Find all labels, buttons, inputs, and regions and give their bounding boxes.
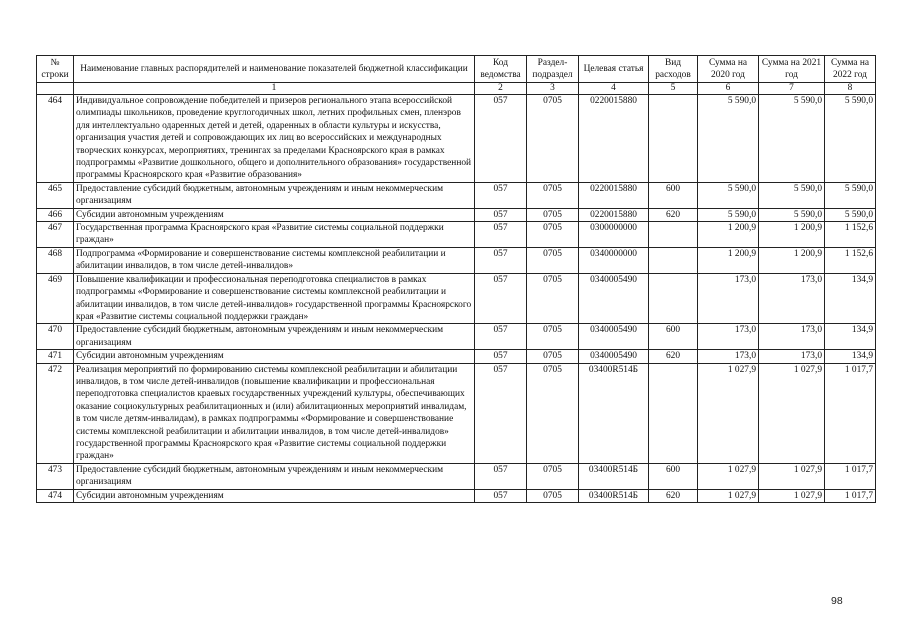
table-row xyxy=(37,247,876,273)
target-item-cell: 03400R514Б xyxy=(579,489,649,502)
target-item-cell: 0220015880 xyxy=(579,95,649,183)
column-index-cell: 8 xyxy=(825,83,876,95)
sum-2022-cell: 134,9 xyxy=(825,350,876,363)
page-number: 98 xyxy=(831,595,843,607)
sum-2021-cell: 5 590,0 xyxy=(759,182,825,208)
sum-2021-cell: 173,0 xyxy=(759,350,825,363)
section-cell: 0705 xyxy=(527,182,579,208)
sum-2022-cell: 5 590,0 xyxy=(825,208,876,221)
sum-2022-cell: 5 590,0 xyxy=(825,182,876,208)
section-cell: 0705 xyxy=(527,95,579,183)
sum-2021-cell: 1 200,9 xyxy=(759,247,825,273)
header-sum-2021: Сумма на 2021 год xyxy=(759,56,825,83)
item-name-cell: Государственная программа Красноярского края «Развитие системы социальной поддержки граждан» xyxy=(74,222,475,248)
target-item-cell: 03400R514Б xyxy=(579,463,649,489)
section-cell: 0705 xyxy=(527,222,579,248)
target-item-cell: 0340005490 xyxy=(579,273,649,324)
section-cell: 0705 xyxy=(527,324,579,350)
sum-2021-cell: 5 590,0 xyxy=(759,208,825,221)
budget-table xyxy=(36,55,876,503)
section-cell: 0705 xyxy=(527,350,579,363)
row-number-cell: 464 xyxy=(37,95,74,183)
sum-2021-cell: 1 027,9 xyxy=(759,489,825,502)
section-cell: 0705 xyxy=(527,489,579,502)
sum-2022-cell: 134,9 xyxy=(825,273,876,324)
table-row xyxy=(37,182,876,208)
sum-2021-cell: 173,0 xyxy=(759,324,825,350)
table-row xyxy=(37,208,876,221)
expense-type-cell: 620 xyxy=(649,350,698,363)
sum-2022-cell: 5 590,0 xyxy=(825,95,876,183)
sum-2020-cell: 173,0 xyxy=(698,273,759,324)
expense-type-cell xyxy=(649,273,698,324)
row-number-cell: 471 xyxy=(37,350,74,363)
sum-2022-cell: 1 017,7 xyxy=(825,463,876,489)
table-row xyxy=(37,463,876,489)
item-name-cell: Предоставление субсидий бюджетным, автономным учреждениям и иным некоммерческим организациям xyxy=(74,463,475,489)
row-number-cell: 467 xyxy=(37,222,74,248)
expense-type-cell: 600 xyxy=(649,463,698,489)
header-section: Раздел-подраздел xyxy=(527,56,579,83)
item-name-cell: Реализация мероприятий по формированию системы комплексной реабилитации и абилитации инвалидов, в том числе детей-инвалидов (повышение квалификации и профессиональная переподготовка специалистов краевых государственных учреждений культуры, обеспечивающих оказание социокультурных реабилитационных и (или) абилитационных мероприятий инвалидам, в том числе детям-инвалидам), в рамках подпрограммы «Формирование и совершенствование системы комплексной реабилитации и абилитации инвалидов, в том числе детей-инвалидов» государственной программы Красноярского края «Развитие системы социальной поддержки граждан» xyxy=(74,363,475,463)
sum-2022-cell: 1 152,6 xyxy=(825,247,876,273)
expense-type-cell xyxy=(649,363,698,463)
sum-2021-cell: 1 027,9 xyxy=(759,463,825,489)
column-index-cell: 1 xyxy=(74,83,475,95)
item-name-cell: Повышение квалификации и профессиональная переподготовка специалистов в рамках подпрограммы «Формирование и совершенствование системы комплексной реабилитации и абилитации инвалидов, в том числе детей-инвалидов» государственной программы Красноярского края «Развитие системы социальной поддержки граждан» xyxy=(74,273,475,324)
sum-2022-cell: 134,9 xyxy=(825,324,876,350)
sum-2020-cell: 1 027,9 xyxy=(698,463,759,489)
dept-code-cell: 057 xyxy=(475,463,527,489)
sum-2020-cell: 1 200,9 xyxy=(698,222,759,248)
header-row-number: № строки xyxy=(37,56,74,83)
item-name-cell: Субсидии автономным учреждениям xyxy=(74,350,475,363)
expense-type-cell: 620 xyxy=(649,489,698,502)
dept-code-cell: 057 xyxy=(475,208,527,221)
section-cell: 0705 xyxy=(527,363,579,463)
column-index-row xyxy=(37,83,876,95)
sum-2020-cell: 173,0 xyxy=(698,350,759,363)
header-sum-2022: Сумма на 2022 год xyxy=(825,56,876,83)
sum-2022-cell: 1 017,7 xyxy=(825,363,876,463)
target-item-cell: 0220015880 xyxy=(579,182,649,208)
row-number-cell: 466 xyxy=(37,208,74,221)
expense-type-cell: 620 xyxy=(649,208,698,221)
table-row xyxy=(37,95,876,183)
item-name-cell: Предоставление субсидий бюджетным, автономным учреждениям и иным некоммерческим организациям xyxy=(74,182,475,208)
header-name: Наименование главных распорядителей и наименование показателей бюджетной классификации xyxy=(74,56,475,83)
dept-code-cell: 057 xyxy=(475,363,527,463)
row-number-cell: 469 xyxy=(37,273,74,324)
item-name-cell: Подпрограмма «Формирование и совершенствование системы комплексной реабилитации и абилитации инвалидов, в том числе детей-инвалидов» xyxy=(74,247,475,273)
dept-code-cell: 057 xyxy=(475,182,527,208)
target-item-cell: 0220015880 xyxy=(579,208,649,221)
table-row xyxy=(37,363,876,463)
item-name-cell: Субсидии автономным учреждениям xyxy=(74,489,475,502)
expense-type-cell xyxy=(649,222,698,248)
section-cell: 0705 xyxy=(527,208,579,221)
sum-2021-cell: 1 027,9 xyxy=(759,363,825,463)
table-body xyxy=(37,95,876,503)
dept-code-cell: 057 xyxy=(475,273,527,324)
header-expense-type: Вид расходов xyxy=(649,56,698,83)
target-item-cell: 03400R514Б xyxy=(579,363,649,463)
column-index-cell: 7 xyxy=(759,83,825,95)
sum-2021-cell: 5 590,0 xyxy=(759,95,825,183)
row-number-cell: 465 xyxy=(37,182,74,208)
dept-code-cell: 057 xyxy=(475,350,527,363)
column-index-cell: 6 xyxy=(698,83,759,95)
expense-type-cell: 600 xyxy=(649,182,698,208)
section-cell: 0705 xyxy=(527,273,579,324)
item-name-cell: Субсидии автономным учреждениям xyxy=(74,208,475,221)
dept-code-cell: 057 xyxy=(475,247,527,273)
sum-2021-cell: 1 200,9 xyxy=(759,222,825,248)
section-cell: 0705 xyxy=(527,463,579,489)
target-item-cell: 0340005490 xyxy=(579,350,649,363)
table-row xyxy=(37,350,876,363)
sum-2020-cell: 1 027,9 xyxy=(698,363,759,463)
column-index-cell: 4 xyxy=(579,83,649,95)
sum-2020-cell: 1 027,9 xyxy=(698,489,759,502)
expense-type-cell: 600 xyxy=(649,324,698,350)
row-number-cell: 473 xyxy=(37,463,74,489)
table-row xyxy=(37,324,876,350)
column-index-cell xyxy=(37,83,74,95)
item-name-cell: Индивидуальное сопровождение победителей и призеров регионального этапа всероссийской олимпиады школьников, проведение круглогодичных школ, летних профильных смен, пленэров для интеллектуально одаренных детей и детей, одаренных в области культуры и искусства, организация участия детей и сопровождающих их лиц во всероссийских и международных творческих конкурсах, мероприятиях, тренингах за пределами Красноярского края в рамках подпрограммы «Развитие дошкольного, общего и дополнительного образования» государственной программы Красноярского края «Развитие образования» xyxy=(74,95,475,183)
column-index-cell: 5 xyxy=(649,83,698,95)
sum-2020-cell: 5 590,0 xyxy=(698,95,759,183)
table-row xyxy=(37,273,876,324)
row-number-cell: 472 xyxy=(37,363,74,463)
dept-code-cell: 057 xyxy=(475,95,527,183)
sum-2020-cell: 5 590,0 xyxy=(698,208,759,221)
row-number-cell: 474 xyxy=(37,489,74,502)
dept-code-cell: 057 xyxy=(475,324,527,350)
item-name-cell: Предоставление субсидий бюджетным, автономным учреждениям и иным некоммерческим организациям xyxy=(74,324,475,350)
target-item-cell: 0340005490 xyxy=(579,324,649,350)
dept-code-cell: 057 xyxy=(475,222,527,248)
dept-code-cell: 057 xyxy=(475,489,527,502)
header-dept-code: Код ведомства xyxy=(475,56,527,83)
sum-2020-cell: 5 590,0 xyxy=(698,182,759,208)
target-item-cell: 0300000000 xyxy=(579,222,649,248)
header-target-item: Целевая статья xyxy=(579,56,649,83)
header-row xyxy=(37,56,876,83)
column-index-cell: 2 xyxy=(475,83,527,95)
sum-2020-cell: 173,0 xyxy=(698,324,759,350)
section-cell: 0705 xyxy=(527,247,579,273)
column-index-cell: 3 xyxy=(527,83,579,95)
table-row xyxy=(37,489,876,502)
row-number-cell: 470 xyxy=(37,324,74,350)
table-row xyxy=(37,222,876,248)
header-sum-2020: Сумма на 2020 год xyxy=(698,56,759,83)
sum-2020-cell: 1 200,9 xyxy=(698,247,759,273)
expense-type-cell xyxy=(649,95,698,183)
target-item-cell: 0340000000 xyxy=(579,247,649,273)
sum-2022-cell: 1 152,6 xyxy=(825,222,876,248)
expense-type-cell xyxy=(649,247,698,273)
sum-2021-cell: 173,0 xyxy=(759,273,825,324)
sum-2022-cell: 1 017,7 xyxy=(825,489,876,502)
row-number-cell: 468 xyxy=(37,247,74,273)
